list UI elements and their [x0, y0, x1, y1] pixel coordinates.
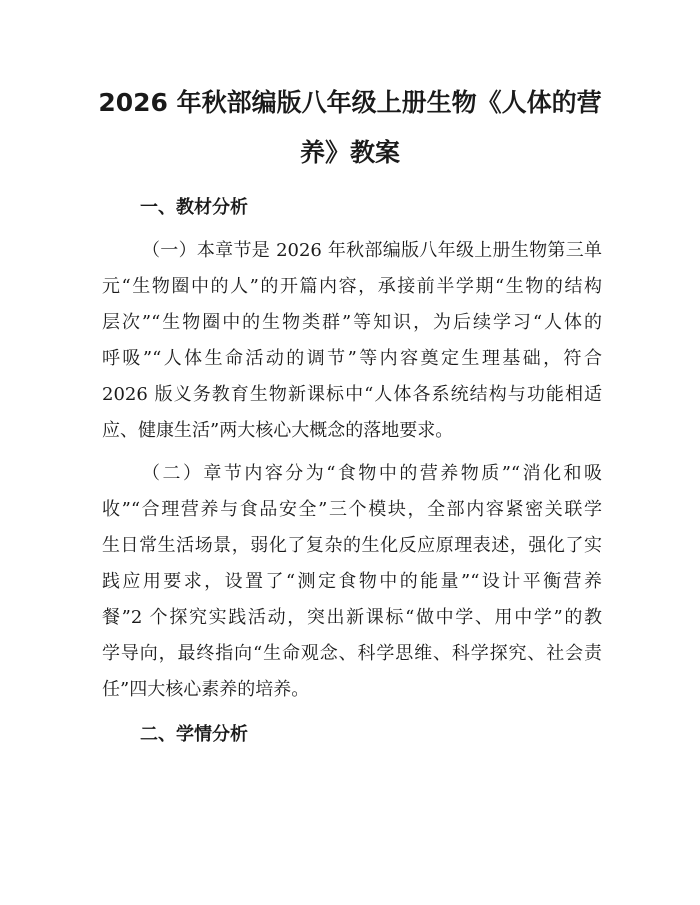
title-line: 养》教案 [299, 138, 400, 167]
paragraph-line: 应、健康生活”两大核心大概念的落地要求。 [102, 420, 454, 441]
paragraph-line: （一）本章节是 2026 年秋部编版八年级上册生物第三单 [142, 240, 602, 261]
paragraph-line: 任”四大核心素养的培养。 [102, 679, 310, 700]
paragraph-line: 2026 版义务教育生物新课标中“人体各系统结构与功能相适 [102, 384, 602, 405]
paragraph-line: 学导向，最终指向“生命观念、科学思维、科学探究、社会责 [102, 643, 602, 664]
paragraph-line: 践应用要求，设置了“测定食物中的能量”“设计平衡营养 [102, 571, 602, 592]
section-heading-materials-analysis: 一、教材分析 [140, 197, 248, 218]
paragraph-chapter-position [102, 233, 602, 449]
title-line: 2026 年秋部编版八年级上册生物《人体的营 [98, 88, 602, 117]
paragraph-line: （二）章节内容分为“食物中的营养物质”“消化和吸 [142, 463, 602, 484]
paragraph-line: 呼吸”“人体生命活动的调节”等内容奠定生理基础，符合 [102, 348, 602, 369]
paragraph-chapter-content [102, 456, 602, 708]
paragraph-line: 生日常生活场景，弱化了复杂的生化反应原理表述，强化了实 [102, 535, 602, 556]
paragraph-line: 层次”“生物圈中的生物类群”等知识，为后续学习“人体的 [102, 312, 602, 333]
section-heading-learner-analysis: 二、学情分析 [140, 724, 248, 745]
paragraph-line: 收”“合理营养与食品安全”三个模块，全部内容紧密关联学 [102, 499, 602, 520]
document-title [95, 78, 605, 178]
paragraph-line: 餐”2 个探究实践活动，突出新课标“做中学、用中学”的教 [102, 607, 602, 628]
paragraph-line: 元“生物圈中的人”的开篇内容，承接前半学期“生物的结构 [102, 276, 602, 297]
